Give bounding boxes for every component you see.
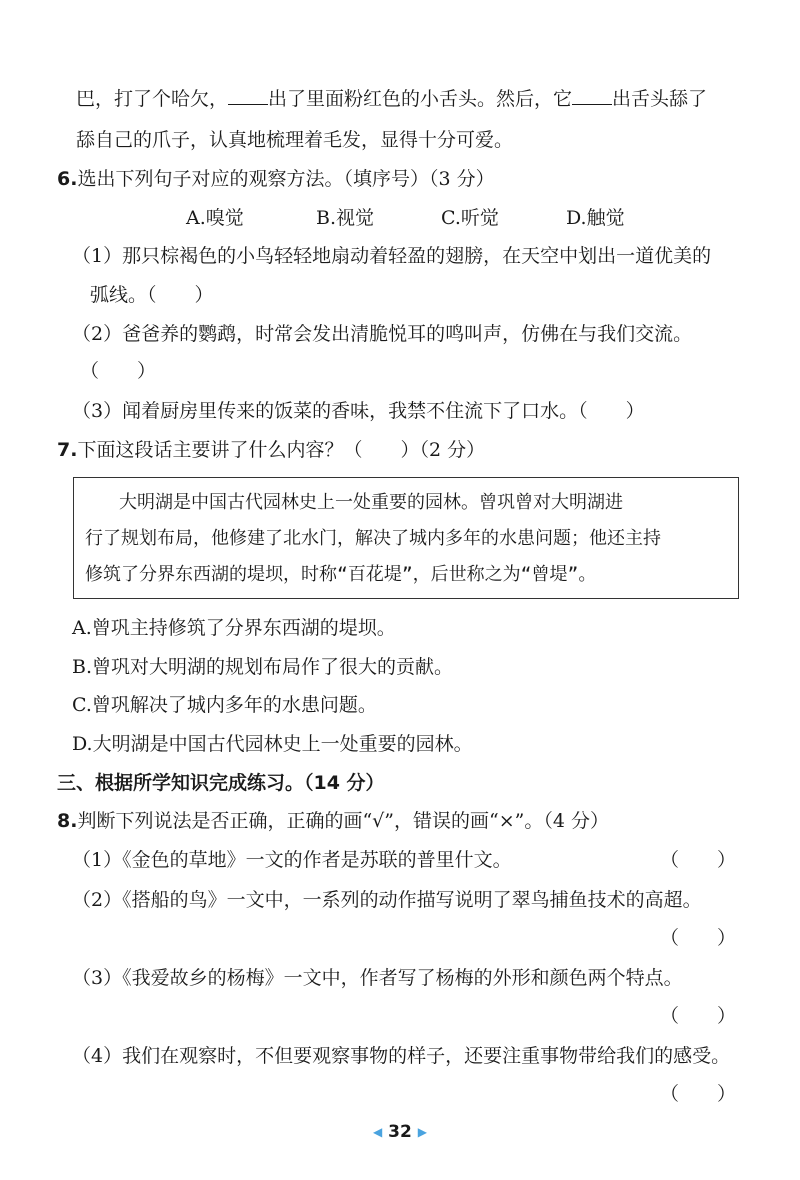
passage-box-line-3: 修筑了分界东西湖的堤坝，时称“百花堤”，后世称之为“曾堤”。 — [85, 564, 597, 585]
q6-item-2-answer[interactable]: （ ） — [80, 360, 157, 382]
question-text: 选出下列句子对应的观察方法。（填序号）（3 分） — [77, 168, 495, 190]
question-6-stem — [57, 166, 495, 192]
q8-item-4: （4）我们在观察时，不但要观察事物的样子，还要注重事物带给我们的感受。 — [72, 1045, 731, 1067]
fill-blank-2[interactable] — [572, 86, 612, 105]
text-segment: 出了里面粉红色的小舌头。然后，它 — [268, 88, 573, 110]
q8-item-3: （3）《我爱故乡的杨梅》一文中，作者写了杨梅的外形和颜色两个特点。 — [72, 967, 683, 989]
q8-item-3-answer[interactable]: （ ） — [660, 1005, 737, 1027]
question-number: 7. — [57, 439, 78, 461]
next-triangle-icon: ▶ — [417, 1125, 427, 1139]
text-segment: 出舌头舔了 — [612, 88, 708, 110]
q6-option-b: B.视觉 — [316, 207, 375, 229]
passage-box-line-2: 行了规划布局，他修建了北水门，解决了城内多年的水患问题；他还主持 — [85, 528, 661, 549]
question-7-stem — [57, 437, 485, 463]
q6-item-3[interactable]: （3）闻着厨房里传来的饭菜的香味，我禁不住流下了口水。（ ） — [72, 400, 645, 422]
question-8-stem — [57, 808, 609, 834]
q8-item-1-answer[interactable]: （ ） — [660, 849, 737, 871]
passage-line-2: 舔自己的爪子，认真地梳理着毛发，显得十分可爱。 — [76, 129, 514, 151]
fill-blank-1[interactable] — [228, 86, 268, 105]
reading-passage-box — [73, 477, 739, 599]
q8-item-1: （1）《金色的草地》一文的作者是苏联的普里什文。 — [72, 849, 512, 871]
q6-option-a: A.嗅觉 — [186, 207, 244, 229]
q6-option-c: C.听觉 — [441, 207, 499, 229]
page-footer — [0, 1122, 800, 1142]
q6-item-2: （2）爸爸养的鹦鹉，时常会发出清脆悦耳的鸣叫声，仿佛在与我们交流。 — [72, 323, 693, 345]
section-3-heading: 三、根据所学知识完成练习。（14 分） — [57, 772, 385, 794]
q8-item-2: （2）《搭船的鸟》一文中，一系列的动作描写说明了翠鸟捕鱼技术的高超。 — [72, 889, 702, 911]
question-number: 6. — [57, 168, 78, 190]
question-number: 8. — [57, 810, 78, 832]
q7-choice-b[interactable]: B.曾巩对大明湖的规划布局作了很大的贡献。 — [72, 656, 454, 678]
page-number: 32 — [388, 1122, 412, 1142]
prev-triangle-icon: ◀ — [373, 1125, 383, 1139]
q8-item-4-answer[interactable]: （ ） — [660, 1083, 737, 1105]
q6-item-1: （1）那只棕褐色的小鸟轻轻地扇动着轻盈的翅膀，在天空中划出一道优美的 — [72, 245, 712, 267]
q7-choice-d[interactable]: D.大明湖是中国古代园林史上一处重要的园林。 — [72, 733, 473, 755]
q6-item-1-cont[interactable]: 弧线。（ ） — [90, 284, 214, 306]
passage-box-line-1: 大明湖是中国古代园林史上一处重要的园林。曾巩曾对大明湖进 — [119, 492, 623, 513]
q7-choice-a[interactable]: A.曾巩主持修筑了分界东西湖的堤坝。 — [72, 617, 396, 639]
passage-line-1 — [76, 86, 707, 112]
question-text: 判断下列说法是否正确，正确的画“√”，错误的画“×”。（4 分） — [77, 810, 609, 832]
question-text[interactable]: 下面这段话主要讲了什么内容？（ ）（2 分） — [77, 439, 486, 461]
q7-choice-c[interactable]: C.曾巩解决了城内多年的水患问题。 — [72, 694, 377, 716]
q8-item-2-answer[interactable]: （ ） — [660, 927, 737, 949]
q6-option-d: D.触觉 — [566, 207, 625, 229]
text-segment: 巴，打了个哈欠， — [76, 88, 229, 110]
